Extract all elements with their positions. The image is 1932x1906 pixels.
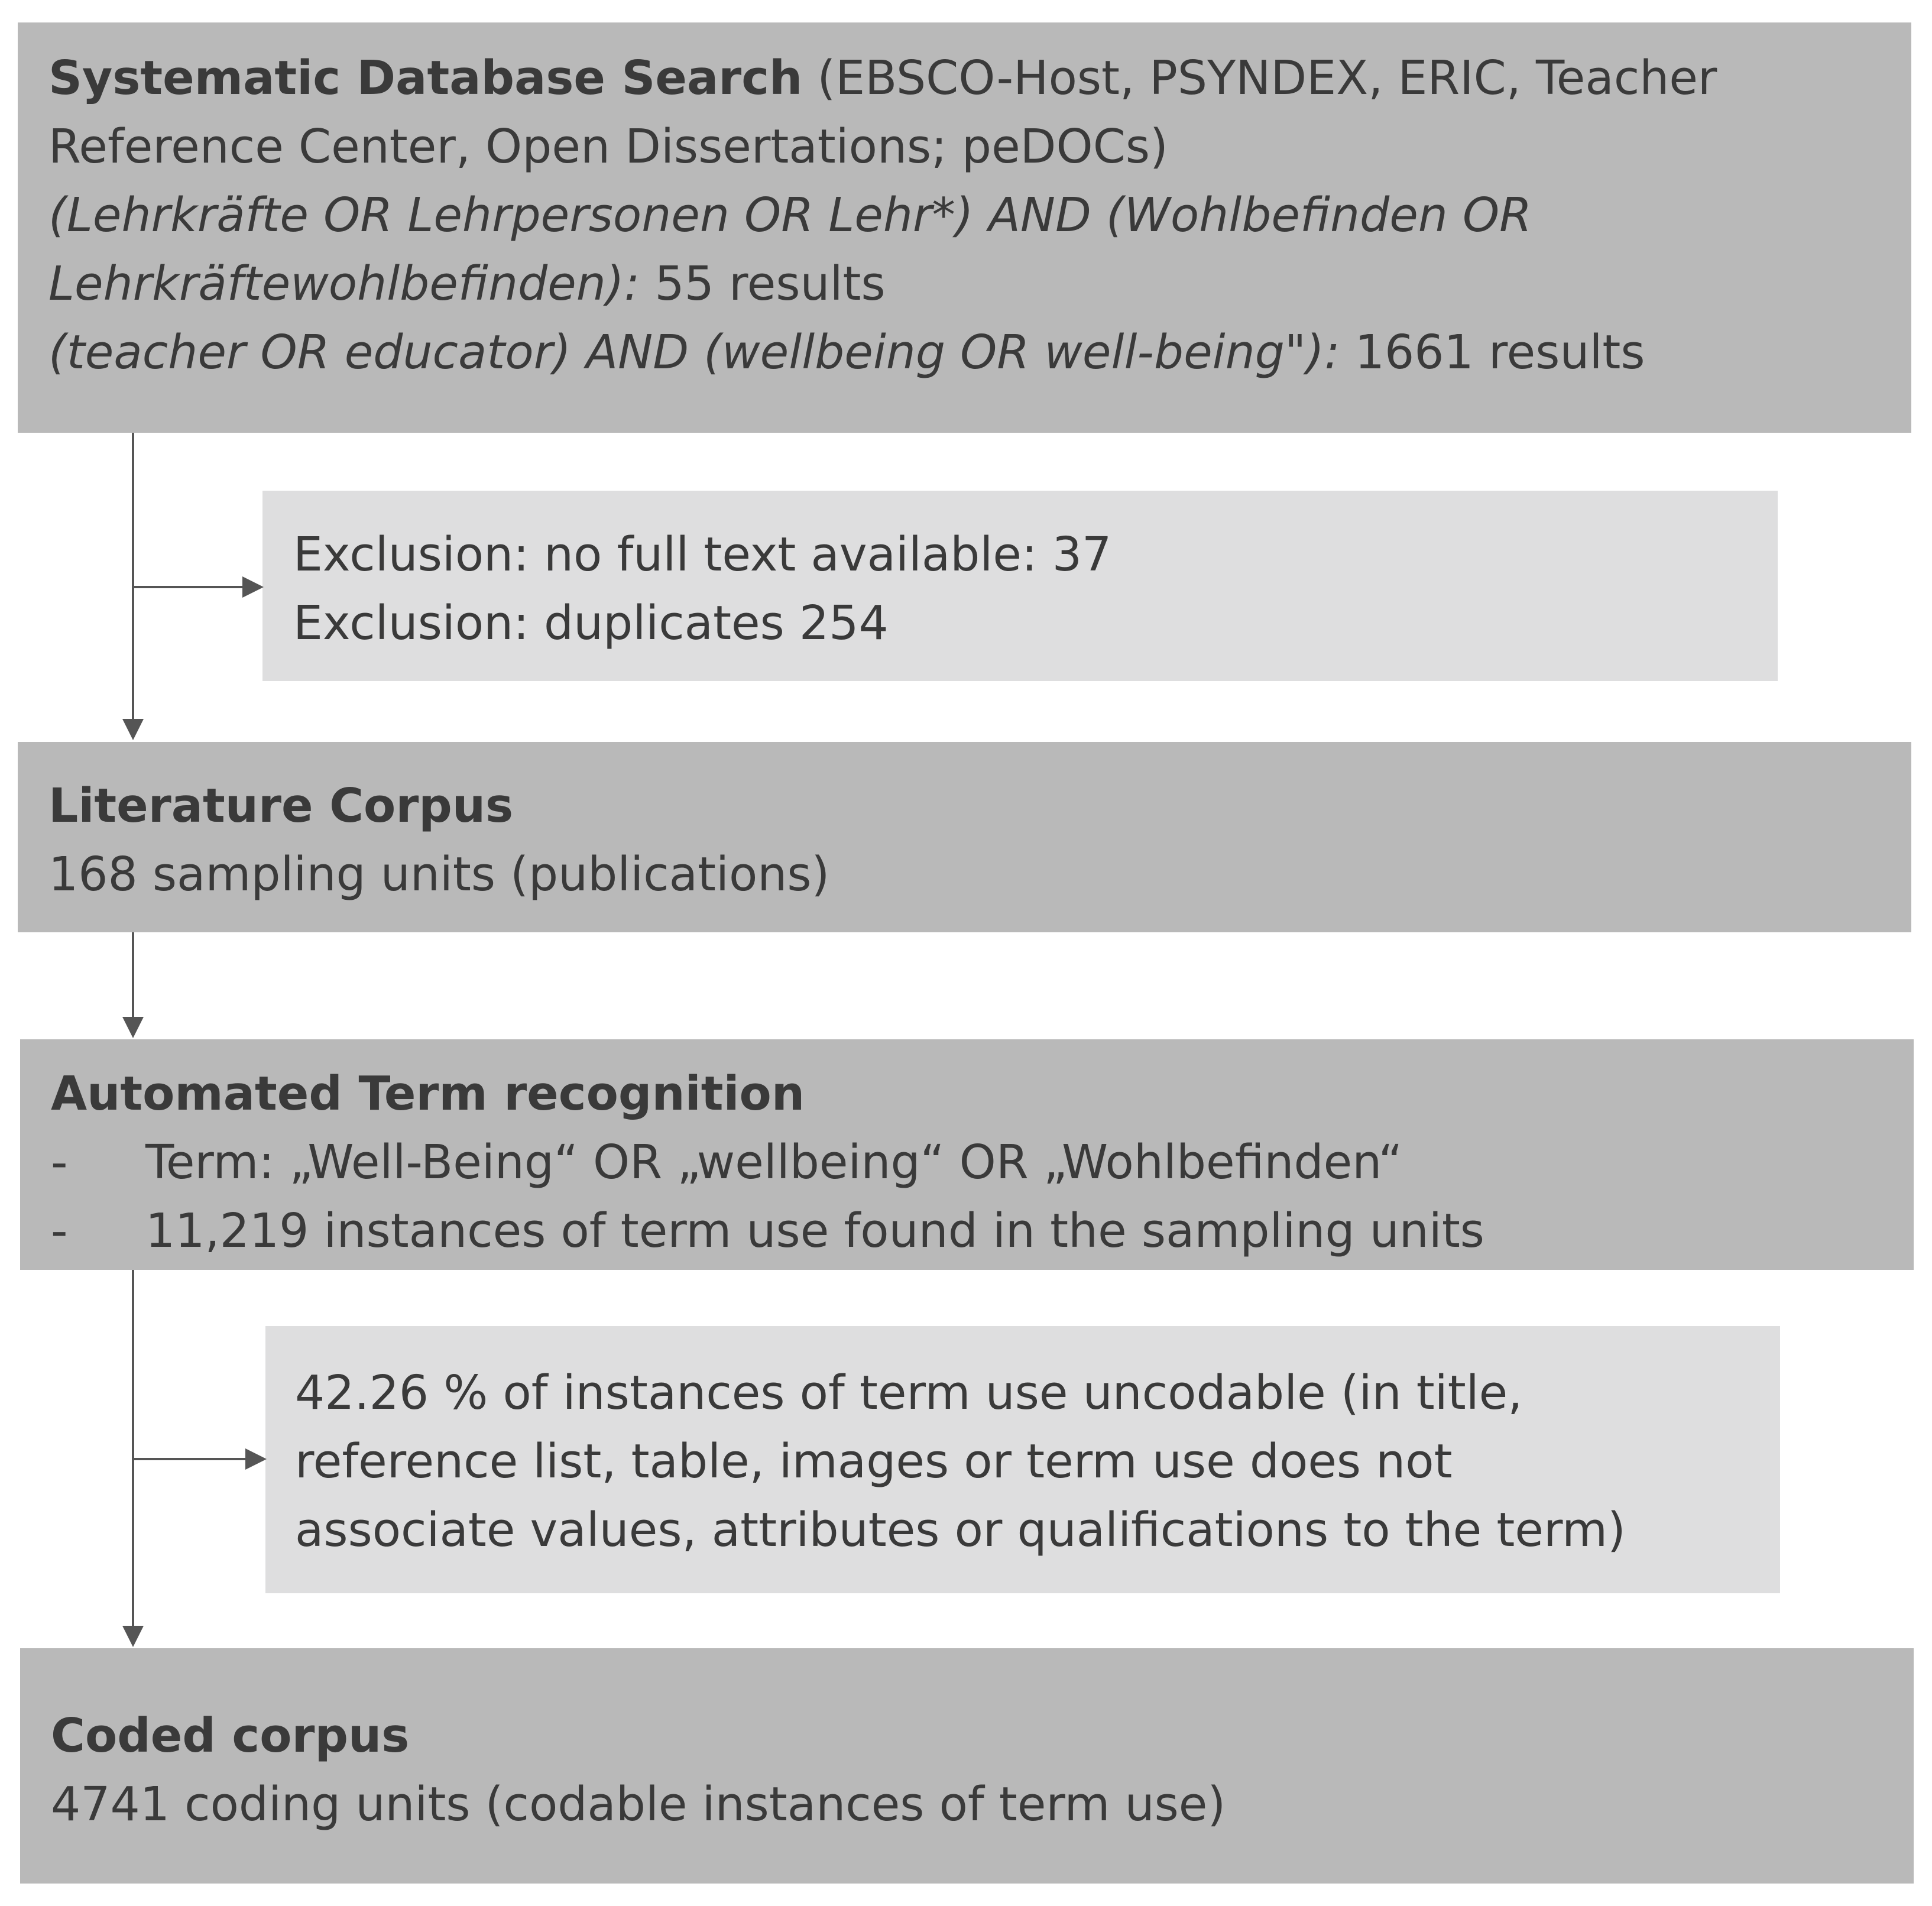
corpus-title: Literature Corpus	[48, 779, 514, 833]
exclusion-1-line-1: Exclusion: no full text available: 37	[293, 527, 1112, 582]
recognition-title: Automated Term recognition	[51, 1067, 805, 1121]
search-title: Systematic Database Search	[48, 51, 803, 105]
bullet-dash: -	[51, 1135, 68, 1189]
recognition-bullet-1-text: Term: „Well-Being“ OR „wellbeing“ OR „Wohlbefinden“	[145, 1135, 1403, 1189]
exclusion-2-line-1: 42.26 % of instances of term use uncodable (in title,	[295, 1366, 1523, 1420]
recognition-bullet-2-text: 11,219 instances of term use found in the sampling units	[145, 1204, 1484, 1258]
search-query-de-line-1: (Lehrkräfte OR Lehrpersonen OR Lehr*) AND (Wohlbefinden OR	[48, 188, 1532, 242]
exclusion-2-line-2: reference list, table, images or term use does not	[295, 1434, 1453, 1489]
corpus-line-1: 168 sampling units (publications)	[48, 847, 830, 902]
arrowhead-down-icon	[122, 1626, 144, 1647]
bullet-dash: -	[51, 1204, 68, 1258]
search-line-2: Reference Center, Open Dissertations; peDOCs)	[48, 119, 1168, 174]
arrowhead-right-icon	[245, 1448, 267, 1470]
exclusion-2-line-3: associate values, attributes or qualifications to the term)	[295, 1503, 1626, 1557]
search-query-en: (teacher OR educator) AND (wellbeing OR well-being"):	[48, 325, 1340, 380]
coded-line-1: 4741 coding units (codable instances of term use)	[51, 1777, 1226, 1832]
search-query-de-2: Lehrkräftewohlbefinden):	[48, 257, 640, 311]
arrowhead-down-icon	[122, 1017, 144, 1038]
arrowhead-right-icon	[242, 576, 264, 598]
exclusion-1-line-2: Exclusion: duplicates 254	[293, 596, 889, 650]
search-query-en-results: 1661 results	[1340, 325, 1645, 380]
search-sources: (EBSCO-Host, PSYNDEX, ERIC, Teacher	[802, 51, 1717, 105]
coded-title: Coded corpus	[51, 1709, 410, 1763]
arrowhead-down-icon	[122, 719, 144, 740]
search-query-de-results: 55 results	[640, 257, 886, 311]
